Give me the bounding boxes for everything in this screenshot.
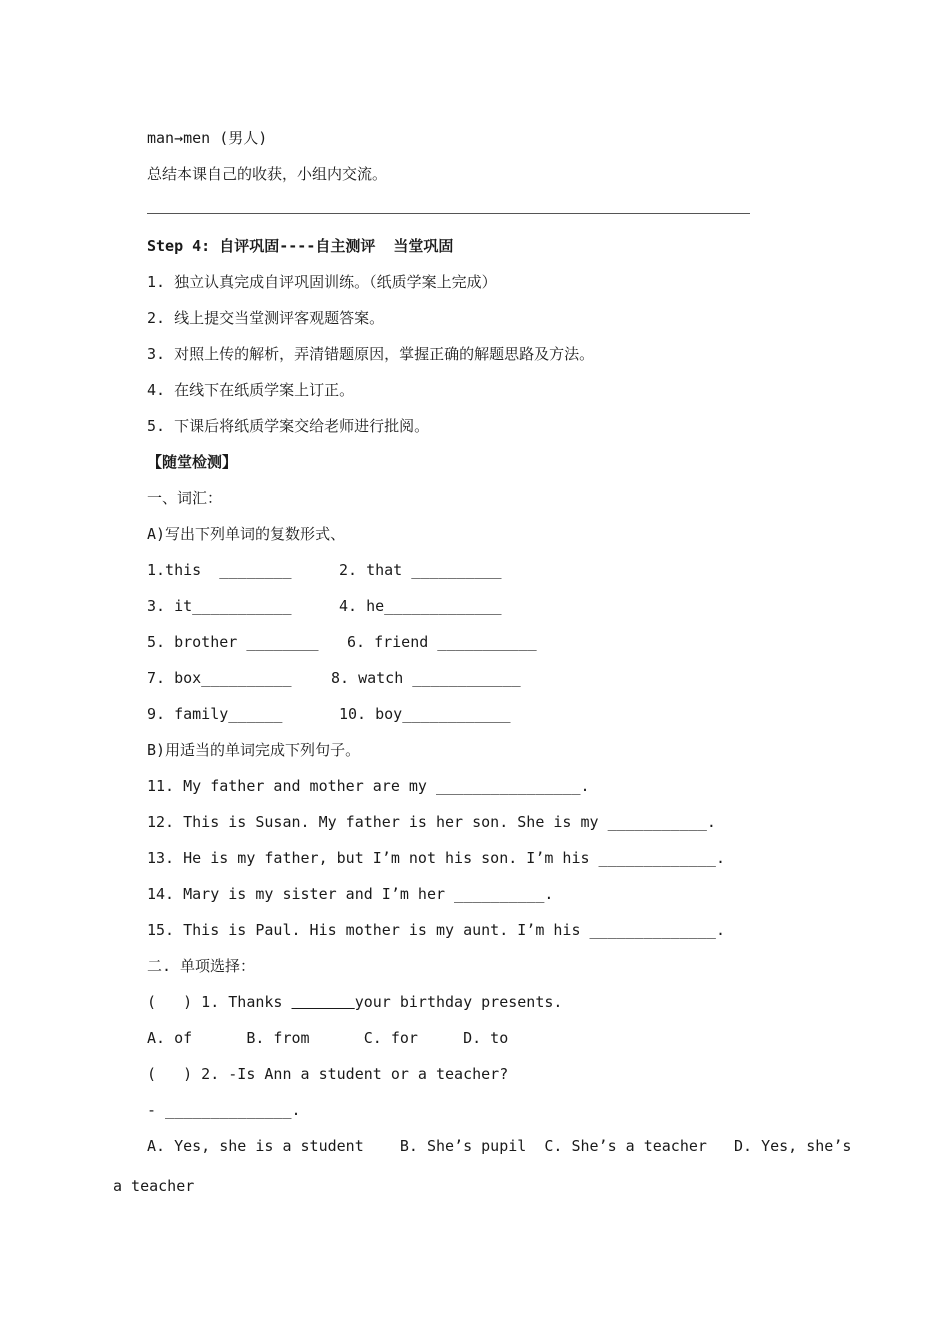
mc-q2-options-wrap: a teacher bbox=[113, 1177, 195, 1195]
quiz-heading: 【随堂检测】 bbox=[147, 453, 238, 471]
mc-question-2: ( ) 2. -Is Ann a student or a teacher? bbox=[147, 1065, 509, 1083]
vocab-item-6: 6. friend ___________ bbox=[347, 633, 537, 651]
vocab-item-4: 4. he_____________ bbox=[339, 597, 502, 615]
mc-q1-blank bbox=[292, 993, 355, 1011]
mc-q2-answer-line: - ______________. bbox=[147, 1101, 301, 1119]
vocab-item-3: 3. it___________ bbox=[147, 597, 292, 615]
step4-title: Step 4: 自评巩固----自主测评 当堂巩固 bbox=[147, 237, 454, 255]
summary-instruction: 总结本课自己的收获，小组内交流。 bbox=[147, 165, 388, 183]
vocab-item-1: 1.this ________ bbox=[147, 561, 292, 579]
step4-item-4: 4. 在线下在纸质学案上订正。 bbox=[147, 381, 355, 399]
vocab-item-10: 10. boy____________ bbox=[339, 705, 511, 723]
section1-heading: 一、词汇： bbox=[147, 489, 223, 507]
step4-item-1: 1. 独立认真完成自评巩固训练。（纸质学案上完成） bbox=[147, 273, 497, 291]
mc-q1-prefix: ( ) 1. Thanks bbox=[147, 993, 292, 1011]
step4-item-3: 3. 对照上传的解析，弄清错题原因，掌握正确的解题思路及方法。 bbox=[147, 345, 595, 363]
mc-q1-suffix: your birthday presents. bbox=[354, 993, 563, 1011]
vocab-item-2: 2. that __________ bbox=[339, 561, 502, 579]
step4-item-2: 2. 线上提交当堂测评客观题答案。 bbox=[147, 309, 385, 327]
vocab-item-9: 9. family______ bbox=[147, 705, 283, 723]
mc-q2-options: A. Yes, she is a student B. She’s pupil C. She’s a teacher D. Yes, she’s bbox=[147, 1137, 852, 1155]
plural-example-man-men: man→men (男人) bbox=[147, 129, 268, 147]
vocab-item-8: 8. watch ____________ bbox=[331, 669, 521, 687]
partA-instruction: A)写出下列单词的复数形式、 bbox=[147, 525, 346, 543]
partB-instruction: B)用适当的单词完成下列句子。 bbox=[147, 741, 361, 759]
sentence-item-12: 12. This is Susan. My father is her son. She is my ___________. bbox=[147, 813, 716, 831]
vocab-item-5: 5. brother ________ bbox=[147, 633, 319, 651]
divider-line bbox=[147, 213, 750, 214]
sentence-item-15: 15. This is Paul. His mother is my aunt. I’m his ______________. bbox=[147, 921, 725, 939]
sentence-item-11: 11. My father and mother are my ________________. bbox=[147, 777, 590, 795]
sentence-item-14: 14. Mary is my sister and I’m her __________. bbox=[147, 885, 554, 903]
mc-q1-options: A. of B. from C. for D. to bbox=[147, 1029, 509, 1047]
step4-item-5: 5. 下课后将纸质学案交给老师进行批阅。 bbox=[147, 417, 430, 435]
sentence-item-13: 13. He is my father, but I’m not his son. I’m his _____________. bbox=[147, 849, 725, 867]
vocab-item-7: 7. box__________ bbox=[147, 669, 292, 687]
section2-heading: 二. 单项选择： bbox=[147, 957, 256, 975]
mc-question-1 bbox=[147, 992, 562, 1012]
